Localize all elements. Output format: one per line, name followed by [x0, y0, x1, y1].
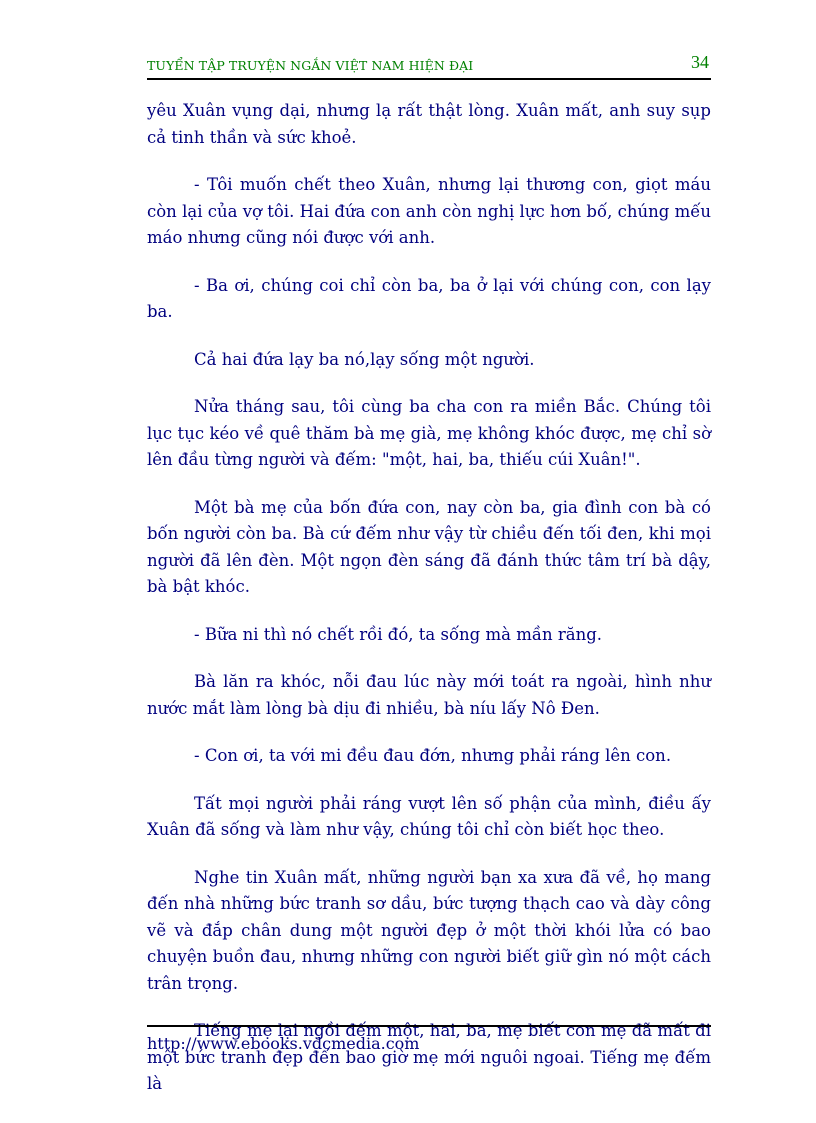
paragraph-12: Tiếng mẹ lại ngồi đếm một, hai, ba, mẹ biết con mẹ đã mất đi một bức tranh đẹp đến bao giờ mẹ mới nguôi ngoai. Tiếng mẹ đếm là — [147, 1021, 711, 1093]
paragraph-9: - Con ơi, ta với mi đều đau đớn, nhưng phải ráng lên con. — [194, 746, 672, 765]
paragraph-4: Cả hai đứa lạy ba nó,lạy sống một người. — [194, 349, 535, 369]
paragraph-8: Bà lăn ra khóc, nỗi đau lúc này mới toát ra ngoài, hình như nước mắt làm lòng bà dịu đi nhiều, bà níu lấy Nô Đen. — [147, 672, 711, 718]
page-number: 34 — [691, 52, 709, 72]
page-body — [147, 98, 711, 1119]
footer-divider — [147, 1025, 711, 1027]
paragraph-3: - Ba ơi, chúng coi chỉ còn ba, ba ở lại với chúng con, con lạy ba. — [147, 275, 711, 321]
paragraph-6: Một bà mẹ của bốn đứa con, nay còn ba, gia đình con bà có bốn người còn ba. Bà cứ đếm như vậy từ chiều đến tối đen, khi mọi người đã lên đèn. Một ngọn đèn sáng đã đánh thức tâm trí bà dậy, bà bật khóc. — [147, 497, 711, 596]
page-header — [147, 52, 711, 80]
paragraph-10: Tất mọi người phải ráng vượt lên số phận của mình, điều ấy Xuân đã sống và làm như vậy, chúng tôi chỉ còn biết học theo. — [147, 793, 711, 839]
paragraph-7: - Bữa ni thì nó chết rồi đó, ta sống mà mần răng. — [194, 624, 602, 644]
paragraph-5: Nửa tháng sau, tôi cùng ba cha con ra miền Bắc. Chúng tôi lục tục kéo về quê thăm bà mẹ già, mẹ không khóc được, mẹ chỉ sờ lên đầu từng người và đếm: "một, hai, ba, thiếu cúi Xuân!". — [147, 397, 711, 469]
footer-website-link[interactable]: http://www.ebooks.vdcmedia.com — [147, 1034, 420, 1053]
paragraph-1: yêu Xuân vụng dại, nhưng lạ rất thật lòng. Xuân mất, anh suy sụp cả tinh thần và sức khoẻ. — [147, 101, 711, 147]
book-title: TUYỂN TẬP TRUYỆN NGẮN VIỆT NAM HIỆN ĐẠI — [147, 58, 474, 73]
paragraph-2: - Tôi muốn chết theo Xuân, nhưng lại thương con, giọt máu còn lại của vợ tôi. Hai đứa con anh còn nghị lực hơn bố, chúng mếu máo nhưng cũng nói được với anh. — [147, 175, 711, 247]
paragraph-11: Nghe tin Xuân mất, những người bạn xa xưa đã về, họ mang đến nhà những bức tranh sơ dầu, bức tượng thạch cao và dày công vẽ và đắp chân dung một người đẹp ở một thời khói lửa có bao chuyện buồn đau, nhưng những con người biết giữ gìn nó một cách trân trọng. — [147, 867, 711, 993]
